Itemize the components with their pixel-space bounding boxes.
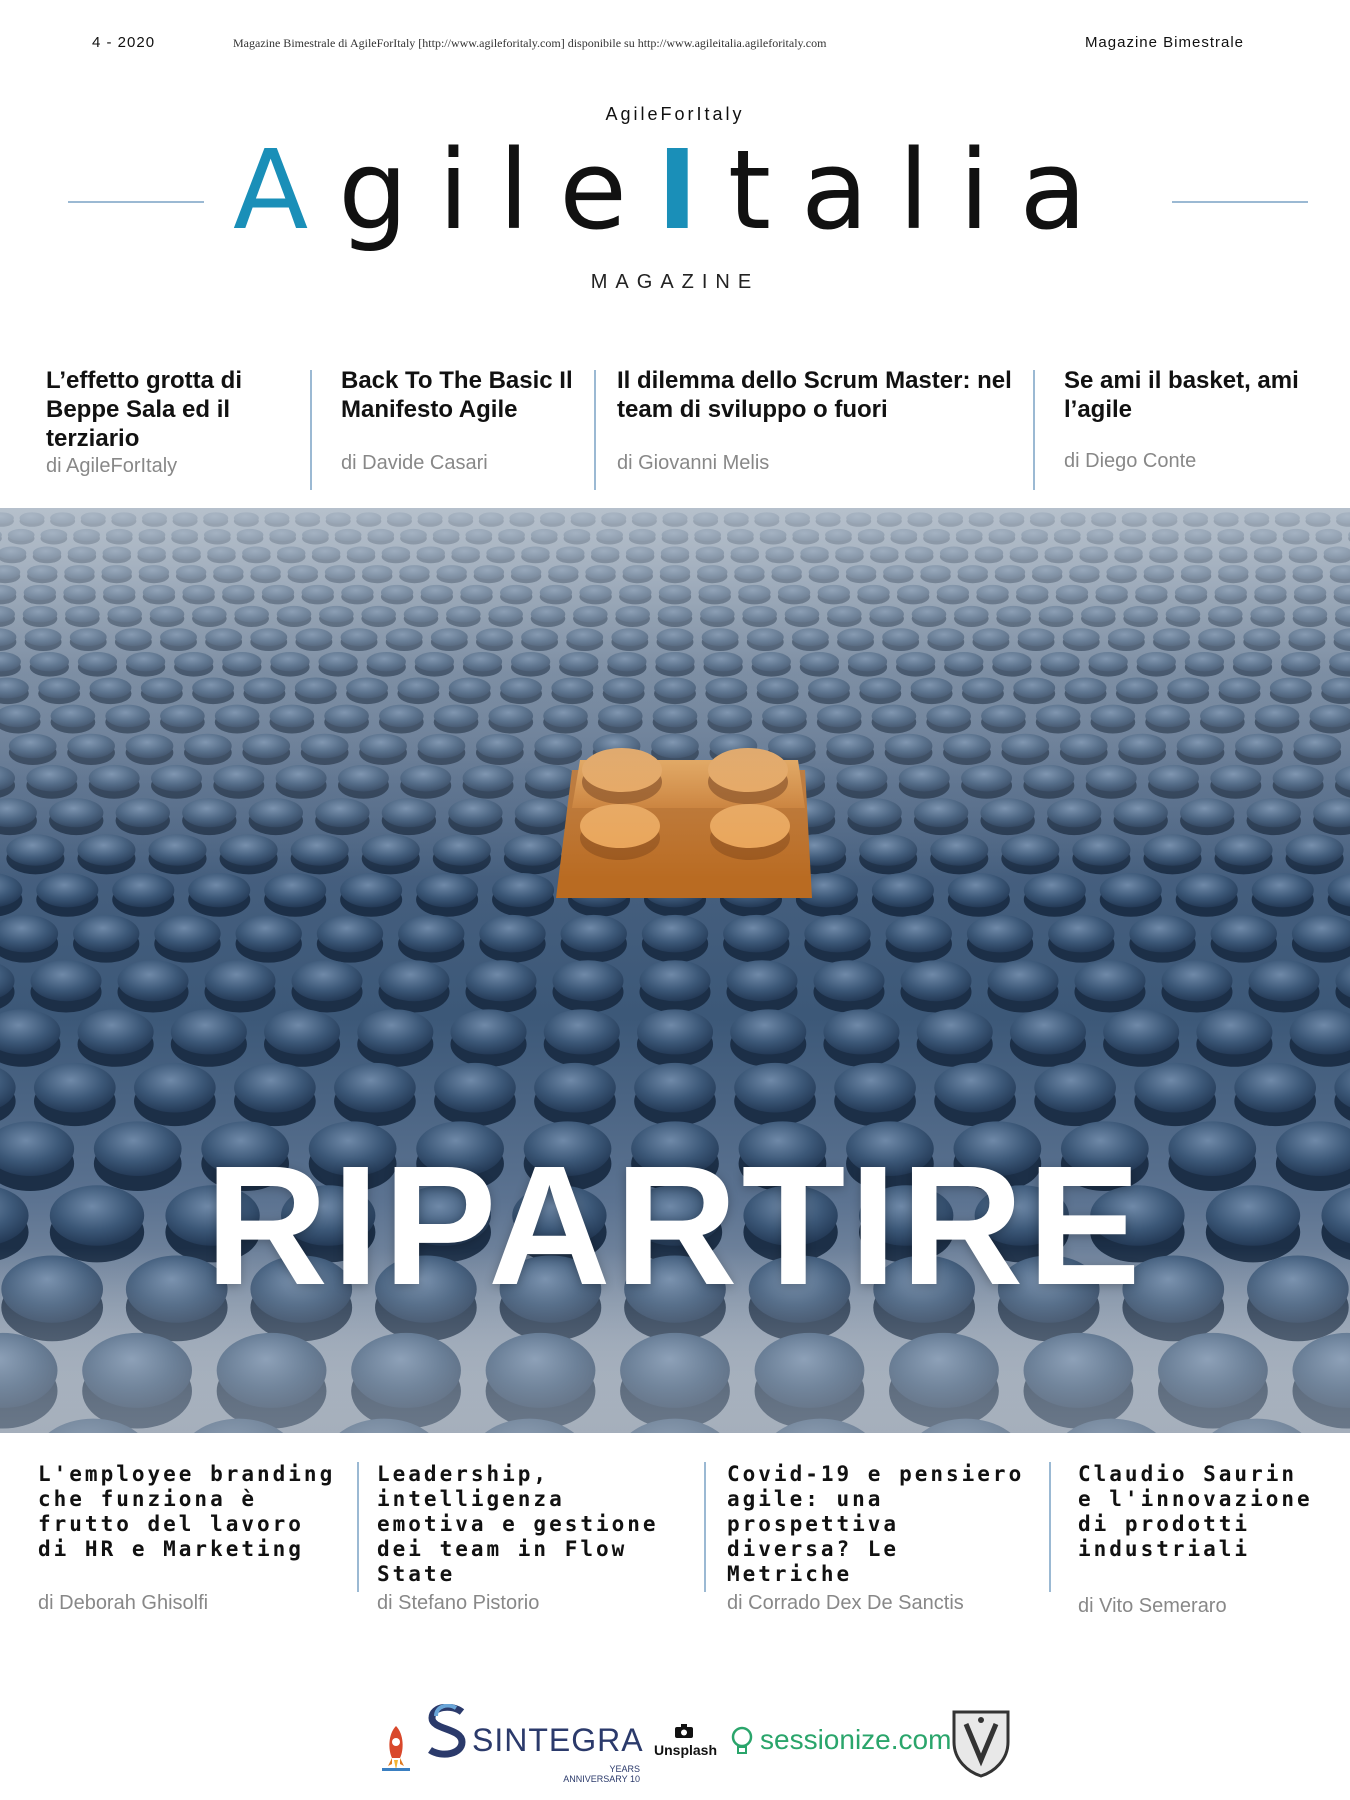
brand-org: AgileForItaly <box>605 104 745 124</box>
masthead-letter-i: I <box>656 126 728 254</box>
hero-image <box>0 508 1350 1433</box>
lightbulb-icon <box>730 1726 754 1756</box>
article-title: L'employee branding che funziona è frutto del lavoro di HR e Marketing <box>38 1462 336 1561</box>
issue-number: 4 - 2020 <box>92 34 156 51</box>
article-divider <box>594 370 596 490</box>
masthead-word-gile: gile <box>338 126 657 254</box>
magazine-tagline: Magazine Bimestrale di AgileForItaly [http://www.agileforitaly.com] disponibile su http://www.agileitalia.agileforitaly.com <box>233 36 827 50</box>
article-divider <box>1049 1462 1051 1592</box>
masthead-rule-right <box>1172 201 1308 203</box>
article-divider <box>1033 370 1035 490</box>
article-divider <box>357 1462 359 1592</box>
article-author: di AgileForItaly <box>46 455 178 477</box>
masthead-subtitle: MAGAZINE <box>590 271 760 293</box>
bottom-articles <box>0 1462 1350 1617</box>
bottom-article-1[interactable] <box>38 1462 338 1614</box>
cover-headline: RIPARTIRE <box>205 1131 1145 1321</box>
sponsor-logos <box>0 1700 1350 1790</box>
article-title: Back To The Basic Il Manifesto Agile <box>341 367 573 423</box>
unsplash-logo: Unsplash <box>654 1742 718 1758</box>
masthead-title <box>0 125 1350 255</box>
article-divider <box>704 1462 706 1592</box>
sintegra-anniversary: YEARS ANNIVERSARY 10 <box>563 1764 640 1784</box>
article-title: L’effetto grotta di Beppe Sala ed il terziario <box>46 367 242 452</box>
top-articles <box>0 366 1350 490</box>
top-article-2[interactable] <box>341 366 581 486</box>
rocket-logo-icon <box>378 1724 414 1772</box>
bottom-article-3[interactable] <box>727 1462 1027 1614</box>
sintegra-logo: SINTEGRA <box>472 1722 644 1758</box>
bottom-article-4[interactable] <box>1078 1462 1328 1617</box>
magazine-type: Magazine Bimestrale <box>1084 34 1244 51</box>
article-author: di Davide Casari <box>341 452 488 474</box>
article-title: Claudio Saurin e l'innovazione di prodotti industriali <box>1078 1462 1313 1561</box>
top-bar <box>0 34 1350 56</box>
top-article-1[interactable] <box>46 366 286 486</box>
article-title: Covid-19 e pensiero agile: una prospettiva diversa? Le Metriche <box>727 1462 1025 1586</box>
article-author: di Corrado Dex De Sanctis <box>727 1592 964 1614</box>
top-article-4[interactable] <box>1064 366 1304 486</box>
masthead-word-talia: talia <box>727 126 1117 254</box>
article-title: Leadership, intelligenza emotiva e gestione dei team in Flow State <box>377 1462 659 1586</box>
top-article-3[interactable] <box>617 366 1027 486</box>
camera-icon <box>675 1724 693 1738</box>
shield-logo-icon <box>950 1706 1012 1778</box>
sintegra-mark-icon <box>422 1704 472 1760</box>
article-divider <box>310 370 312 490</box>
article-author: di Giovanni Melis <box>617 452 770 474</box>
bottom-article-2[interactable] <box>377 1462 677 1614</box>
article-author: di Stefano Pistorio <box>377 1592 540 1614</box>
article-author: di Deborah Ghisolfi <box>38 1592 209 1614</box>
article-author: di Diego Conte <box>1064 450 1197 472</box>
article-title: Se ami il basket, ami l’agile <box>1064 367 1299 423</box>
masthead-letter-a: A <box>233 126 339 254</box>
article-author: di Vito Semeraro <box>1078 1595 1227 1617</box>
sessionize-logo: sessionize.com <box>760 1724 952 1755</box>
article-title: Il dilemma dello Scrum Master: nel team di sviluppo o fuori <box>617 367 1012 423</box>
